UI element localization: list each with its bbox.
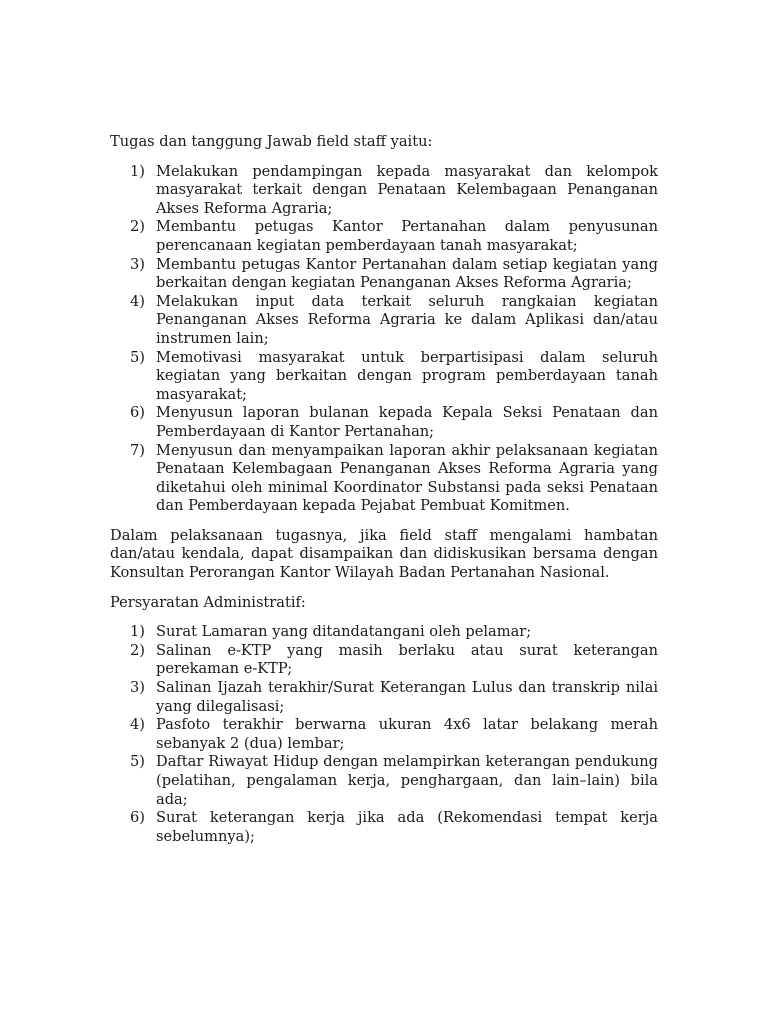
- list-number: 5): [130, 348, 145, 366]
- list-number: 1): [130, 162, 145, 180]
- list-text: Surat keterangan kerja jika ada (Rekomendasi tempat kerja sebelumnya);: [156, 809, 658, 845]
- list-item: [110, 163, 658, 219]
- list-item: [110, 218, 658, 255]
- list-number: 3): [130, 255, 145, 273]
- section2-heading: Persyaratan Administratif:: [110, 593, 306, 611]
- list-text: Melakukan input data terkait seluruh rangkaian kegiatan Penanganan Akses Reforma Agraria ke dalam Aplikasi dan/atau instrumen lain;: [156, 292, 658, 347]
- list-number: 4): [130, 292, 145, 310]
- list-number: 6): [130, 404, 145, 422]
- list-text: Memotivasi masyarakat untuk berpartisipasi dalam seluruh kegiatan yang berkaitan dengan program pemberdayaan tanah masyarakat;: [156, 348, 658, 403]
- list-text: Menyusun dan menyampaikan laporan akhir pelaksanaan kegiatan Penataan Kelembagaan Penanganan Akses Reforma Agraria yang diketahui oleh minimal Koordinator Substansi pada seksi Penataan dan Pemberdayaan kepada Pejabat Pembuat Komitmen.: [156, 441, 658, 515]
- list-number: 7): [130, 441, 145, 459]
- list-item: [110, 809, 658, 846]
- list-text: Salinan e-KTP yang masih berlaku atau surat keterangan perekaman e-KTP;: [156, 641, 658, 678]
- list-number: 2): [130, 641, 145, 659]
- list-item: [110, 442, 658, 516]
- list-item: [110, 623, 658, 642]
- list-item: [110, 404, 658, 441]
- list-text: Daftar Riwayat Hidup dengan melampirkan keterangan pendukung (pelatihan, pengalaman kerja, penghargaan, dan lain–lain) bila ada;: [156, 753, 658, 808]
- list-text: Surat Lamaran yang ditandatangani oleh pelamar;: [156, 623, 532, 641]
- list-item: [110, 349, 658, 405]
- list-number: 1): [130, 623, 145, 641]
- obstacle-paragraph: Dalam pelaksanaan tugasnya, jika field staff mengalami hambatan dan/atau kendala, dapat disampaikan dan didiskusikan bersama dengan Konsultan Perorangan Kantor Wilayah Badan Pertanahan Nasional.: [110, 526, 658, 582]
- list-item: [110, 642, 658, 679]
- list-number: 6): [130, 809, 145, 827]
- list-text: Melakukan pendampingan kepada masyarakat dan kelompok masyarakat terkait dengan Penataan Kelembagaan Penanganan Akses Reforma Agraria;: [156, 162, 658, 217]
- section1-heading: Tugas dan tanggung Jawab field staff yaitu:: [110, 133, 433, 150]
- list-text: Pasfoto terakhir berwarna ukuran 4x6 latar belakang merah sebanyak 2 (dua) lembar;: [156, 716, 658, 752]
- list-item: [110, 753, 658, 809]
- duties-list: [110, 163, 658, 516]
- list-text: Membantu petugas Kantor Pertanahan dalam penyusunan perencanaan kegiatan pemberdayaan tanah masyarakat;: [156, 218, 658, 254]
- list-item: [110, 256, 658, 293]
- requirements-list: [110, 623, 658, 846]
- list-number: 2): [130, 218, 145, 236]
- list-number: 5): [130, 753, 145, 771]
- list-text: Menyusun laporan bulanan kepada Kepala Seksi Penataan dan Pemberdayaan di Kantor Pertanahan;: [156, 404, 658, 440]
- list-item: [110, 679, 658, 716]
- list-number: 4): [130, 716, 145, 734]
- list-text: Membantu petugas Kantor Pertanahan dalam setiap kegiatan yang berkaitan dengan kegiatan Penanganan Akses Reforma Agraria;: [156, 255, 658, 292]
- document-page: [110, 133, 658, 857]
- list-item: [110, 293, 658, 349]
- list-item: [110, 716, 658, 753]
- list-text: Salinan Ijazah terakhir/Surat Keterangan Lulus dan transkrip nilai yang dilegalisasi;: [156, 679, 658, 715]
- list-number: 3): [130, 679, 145, 697]
